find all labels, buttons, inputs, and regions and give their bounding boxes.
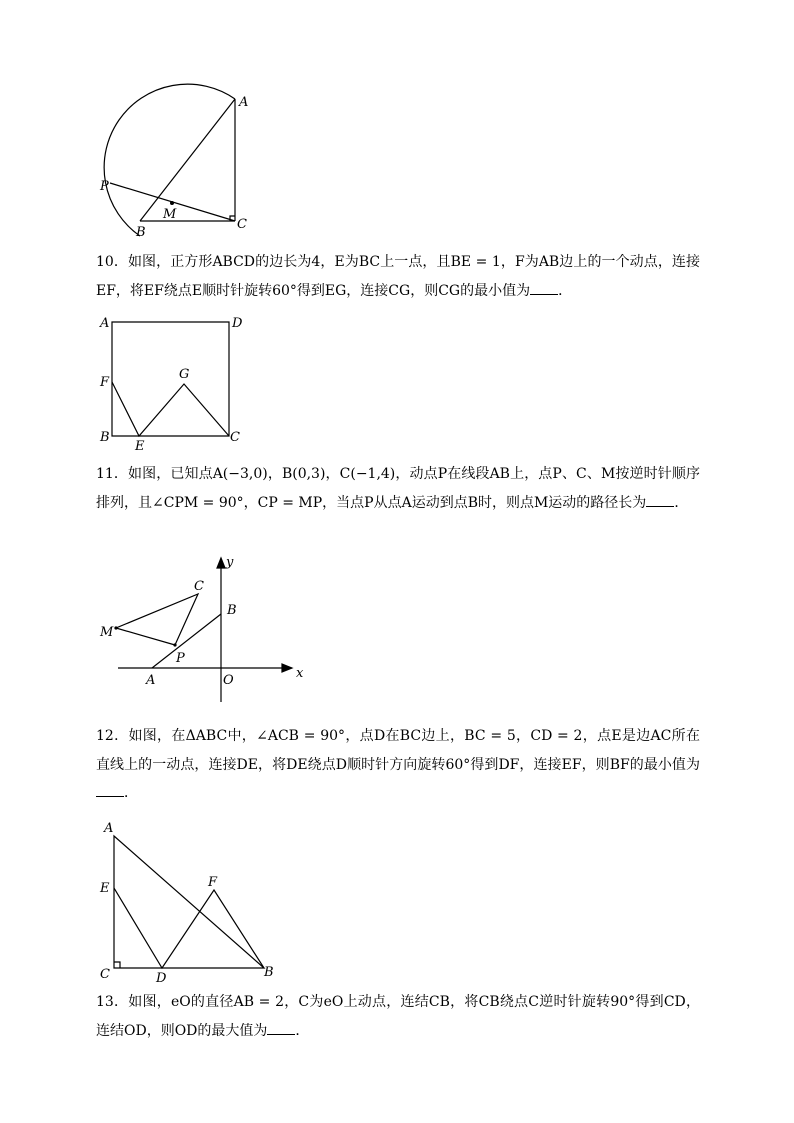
answer-blank-11[interactable] [646, 494, 674, 507]
path-F-E-G-C [112, 382, 229, 436]
label-C: C [237, 217, 247, 232]
label-B: B [136, 225, 146, 240]
label-A: A [100, 316, 110, 331]
problem-10-text: 10．如图，正方形ABCD的边长为4，E为BC上一点，且BE = 1，F为AB边上的一个动点，连接EF，将EF绕点E顺时针旋转60°得到EG，连接CG，则CG的最小值为 [96, 254, 700, 299]
label-F: F [100, 375, 110, 390]
label-C: C [194, 579, 204, 594]
figure-12 [96, 818, 286, 986]
label-G: G [179, 367, 190, 382]
label-E: E [100, 881, 110, 896]
label-C: C [230, 430, 240, 445]
label-y: y [226, 555, 234, 570]
triangle-ABC [114, 836, 264, 968]
label-F: F [208, 875, 218, 890]
label-P: P [176, 651, 185, 666]
answer-blank-10[interactable] [530, 282, 558, 295]
square-ABCD [112, 322, 229, 436]
label-M: M [163, 207, 177, 222]
problem-10-end: ． [558, 282, 573, 299]
label-O: O [223, 673, 234, 688]
label-P: P [100, 179, 109, 194]
right-angle-mark [114, 962, 120, 968]
problem-13-end: ． [295, 1022, 310, 1039]
label-B: B [100, 430, 110, 445]
label-B: B [264, 965, 274, 980]
label-E: E [135, 439, 145, 454]
problem-13 [96, 988, 700, 1045]
problem-10 [96, 248, 700, 305]
triangle-M-C-P [116, 594, 198, 645]
answer-blank-13[interactable] [267, 1022, 295, 1035]
problem-11-text: 11．如图，已知点A(−3,0)，B(0,3)，C(−1,4)，动点P在线段AB上，点P、C、M按逆时针顺序排列，且∠CPM = 90°，CP = MP，当点P从点A运动到点B时，则点M运动的路径长为 [96, 466, 700, 511]
point-M [170, 201, 174, 205]
figure-11 [96, 552, 316, 692]
point-P-dot [173, 643, 176, 646]
label-A: A [239, 95, 249, 110]
problem-11 [96, 460, 700, 517]
label-B: B [227, 603, 237, 618]
x-axis-arrow [282, 664, 292, 672]
answer-blank-12[interactable] [96, 784, 124, 797]
y-axis-arrow [217, 558, 225, 568]
problem-11-end: ． [674, 494, 689, 511]
label-M: M [100, 625, 114, 640]
label-D: D [156, 971, 167, 986]
point-M-dot [114, 626, 117, 629]
label-x: x [296, 666, 304, 681]
problem-13-text: 13．如图，eO的直径AB = 2，C为eO上动点，连结CB，将CB绕点C逆时针旋转90°得到CD，连结OD，则OD的最大值为 [96, 994, 700, 1039]
label-A: A [104, 821, 114, 836]
segment-AB [140, 99, 235, 221]
figure-9 [96, 88, 266, 238]
label-C: C [100, 967, 110, 982]
label-D: D [232, 316, 243, 331]
problem-12-end: ． [124, 785, 138, 802]
problem-12-text: 12．如图，在ΔABC中，∠ACB = 90°，点D在BC边上，BC = 5，CD = 2，点E是边AC所在直线上的一动点，连接DE，将DE绕点D顺时针方向旋转60°得到DF，连接EF，则BF的最小值为 [96, 728, 700, 773]
figure-10 [96, 312, 256, 452]
path-E-D-F-B [114, 888, 264, 968]
problem-12 [96, 722, 700, 808]
label-A: A [146, 673, 156, 688]
